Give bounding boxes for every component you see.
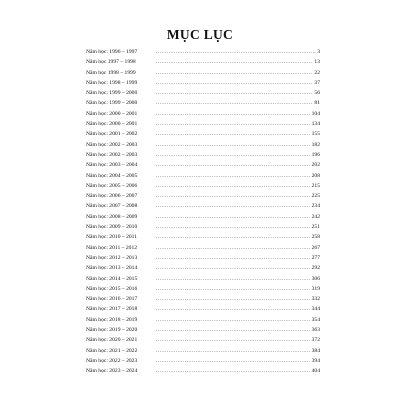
page-title: MỤC LỤC <box>166 27 234 42</box>
toc-entry-label: Năm học: 2013 – 2014 <box>86 265 138 272</box>
toc-entry-label: Năm học: 2002 – 2003 <box>86 141 138 148</box>
toc-entry-page-number: 155 <box>311 131 320 138</box>
toc-entry[interactable] <box>86 201 320 211</box>
toc-leader-dots <box>156 263 311 273</box>
toc-entry-label: Năm học: 2011 – 2012 <box>86 244 138 251</box>
toc-entry[interactable] <box>86 191 320 201</box>
toc-entry-page-number: 404 <box>311 368 320 375</box>
toc-entry-page-number: 22 <box>314 69 320 76</box>
toc-leader-dots <box>156 243 311 253</box>
toc-leader-dots <box>156 284 311 294</box>
toc-entry-label: Năm học: 2000 – 2001 <box>86 110 138 117</box>
toc-leader-dots <box>156 57 313 67</box>
toc-entry-page-number: 234 <box>311 203 320 210</box>
toc-entry-page-number: 56 <box>314 90 320 97</box>
toc-entry-label: Năm học: 2020 – 2021 <box>86 337 138 344</box>
toc-entry-label: Năm học: 2004 – 2005 <box>86 172 138 179</box>
toc-entry[interactable] <box>86 366 320 376</box>
toc-entry-page-number: 182 <box>311 141 320 148</box>
toc-entry-page-number: 332 <box>311 296 320 303</box>
toc-leader-dots <box>156 47 316 57</box>
toc-entry[interactable] <box>86 274 320 284</box>
toc-entry-page-number: 3 <box>317 49 320 55</box>
toc-leader-dots <box>156 366 311 376</box>
toc-entry[interactable] <box>86 68 320 78</box>
toc-leader-dots <box>156 140 311 150</box>
toc-entry[interactable] <box>86 253 320 263</box>
toc-entry-page-number: 277 <box>311 254 320 261</box>
toc-entry-label: Năm học: 2017 – 2018 <box>86 306 138 313</box>
toc-entry[interactable] <box>86 88 320 98</box>
toc-entry-label: Năm học: 1996 – 1997 <box>86 49 138 55</box>
toc-entry-page-number: 196 <box>311 151 320 158</box>
toc-entry-label: Năm học: 2010 – 2011 <box>86 234 138 241</box>
toc-entry-page-number: 104 <box>311 110 320 117</box>
toc-entry-page-number: 363 <box>311 327 320 334</box>
toc-entry-page-number: 267 <box>311 244 320 251</box>
toc-entry-page-number: 134 <box>311 121 320 128</box>
toc-entry-page-number: 292 <box>311 265 320 272</box>
toc-entry-page-number: 81 <box>314 100 320 107</box>
toc-leader-dots <box>156 346 311 356</box>
toc-entry-page-number: 384 <box>311 347 320 354</box>
toc-entry-page-number: 225 <box>311 193 320 200</box>
toc-entry-page-number: 394 <box>311 357 320 364</box>
toc-leader-dots <box>156 212 311 222</box>
toc-leader-dots <box>156 171 311 181</box>
toc-entry-label: Năm học: 2001 – 2002 <box>86 131 138 138</box>
toc-leader-dots <box>156 119 311 129</box>
toc-leader-dots <box>156 315 311 325</box>
toc-entry[interactable] <box>86 129 320 139</box>
toc-entry-label: Năm học: 2016 – 2017 <box>86 296 138 303</box>
toc-entry-page-number: 251 <box>311 224 320 231</box>
toc-leader-dots <box>156 253 311 263</box>
toc-entry-page-number: 208 <box>311 172 320 179</box>
toc-entry-label: Năm học: 2000 – 2001 <box>86 121 138 128</box>
toc-leader-dots <box>156 129 311 139</box>
toc-entry[interactable] <box>86 109 320 119</box>
toc-leader-dots <box>156 335 311 345</box>
toc-entry-label: Năm học: 2014 – 2015 <box>86 275 138 282</box>
toc-entry-label: Năm học: 2012 – 2013 <box>86 254 138 261</box>
toc-leader-dots <box>156 356 311 366</box>
toc-entry-label: Năm học: 2019 – 2020 <box>86 327 138 334</box>
toc-entry-label: Năm học: 2008 – 2009 <box>86 213 138 220</box>
toc-entry[interactable] <box>86 263 320 273</box>
toc-leader-dots <box>156 181 311 191</box>
toc-entry[interactable] <box>86 160 320 170</box>
toc-entry-label: Năm học 1998 – 1999 <box>86 69 136 76</box>
toc-entry[interactable] <box>86 346 320 356</box>
toc-entry[interactable] <box>86 78 320 88</box>
toc-entry[interactable] <box>86 171 320 181</box>
toc-entry[interactable] <box>86 181 320 191</box>
toc-entry[interactable] <box>86 294 320 304</box>
toc-entry-label: Năm học: 2009 – 2010 <box>86 224 138 231</box>
toc-leader-dots <box>156 201 311 211</box>
toc-entry-page-number: 354 <box>311 316 320 323</box>
toc-leader-dots <box>156 88 313 98</box>
toc-entry-label: Năm học: 1999 – 2000 <box>86 90 138 97</box>
toc-leader-dots <box>156 232 311 242</box>
toc-entry-label: Năm học: 2022 – 2023 <box>86 357 138 364</box>
toc-entry[interactable] <box>86 335 320 345</box>
toc-entry-label: Năm học: 2006 – 2007 <box>86 193 138 200</box>
toc-leader-dots <box>156 325 311 335</box>
toc-entry-page-number: 319 <box>311 285 320 292</box>
toc-entry-label: Năm học: 2003 – 2004 <box>86 162 138 169</box>
toc-entry[interactable] <box>86 57 320 67</box>
toc-entry-label: Năm học: 1999 – 2000 <box>86 100 138 107</box>
toc-entry-label: Năm học: 2007 – 2008 <box>86 203 138 210</box>
toc-entry-page-number: 13 <box>314 59 320 66</box>
toc-entry-page-number: 344 <box>311 306 320 313</box>
toc-entry-page-number: 202 <box>311 162 320 169</box>
toc-leader-dots <box>156 98 313 108</box>
toc-entry-label: Năm học: 2002 – 2003 <box>86 151 138 158</box>
toc-leader-dots <box>156 274 311 284</box>
toc-entry[interactable] <box>86 98 320 108</box>
toc-entry[interactable] <box>86 47 320 57</box>
toc-leader-dots <box>156 109 311 119</box>
toc-entry-label: Năm học 1997 – 1998 <box>86 59 136 66</box>
toc-entry[interactable] <box>86 140 320 150</box>
toc-leader-dots <box>156 160 311 170</box>
toc-entry-label: Năm học: 2018 – 2019 <box>86 316 138 323</box>
toc-entry[interactable] <box>86 119 320 129</box>
toc-entry-page-number: 37 <box>314 79 320 86</box>
toc-leader-dots <box>156 150 311 160</box>
toc-entry-label: Năm học: 2021 – 2022 <box>86 347 138 354</box>
toc-entry-page-number: 372 <box>311 337 320 344</box>
toc-entry-label: Năm học: 2023 – 2024 <box>86 368 138 375</box>
toc-entry[interactable] <box>86 212 320 222</box>
toc-leader-dots <box>156 294 311 304</box>
toc-leader-dots <box>156 222 311 232</box>
toc-leader-dots <box>156 304 311 314</box>
toc-entry[interactable] <box>86 222 320 232</box>
toc-leader-dots <box>156 78 313 88</box>
toc-entry-page-number: 215 <box>311 182 320 189</box>
toc-entry[interactable] <box>86 284 320 294</box>
toc-entry[interactable] <box>86 232 320 242</box>
toc-entry-page-number: 258 <box>311 234 320 241</box>
toc-entry-label: Năm học: 1998 – 1999 <box>86 79 138 86</box>
toc-entry-page-number: 306 <box>311 275 320 282</box>
toc-entry[interactable] <box>86 325 320 335</box>
toc-entry-label: Năm học: 2005 – 2006 <box>86 182 138 189</box>
toc-leader-dots <box>156 191 311 201</box>
toc-leader-dots <box>156 68 313 78</box>
toc-entry[interactable] <box>86 243 320 253</box>
toc-entry[interactable] <box>86 150 320 160</box>
toc-entry[interactable] <box>86 356 320 366</box>
toc-entry[interactable] <box>86 315 320 325</box>
toc-entry-label: Năm học: 2015 – 2016 <box>86 285 138 292</box>
toc-entry[interactable] <box>86 304 320 314</box>
table-of-contents <box>86 47 320 377</box>
toc-entry-page-number: 242 <box>311 213 320 220</box>
